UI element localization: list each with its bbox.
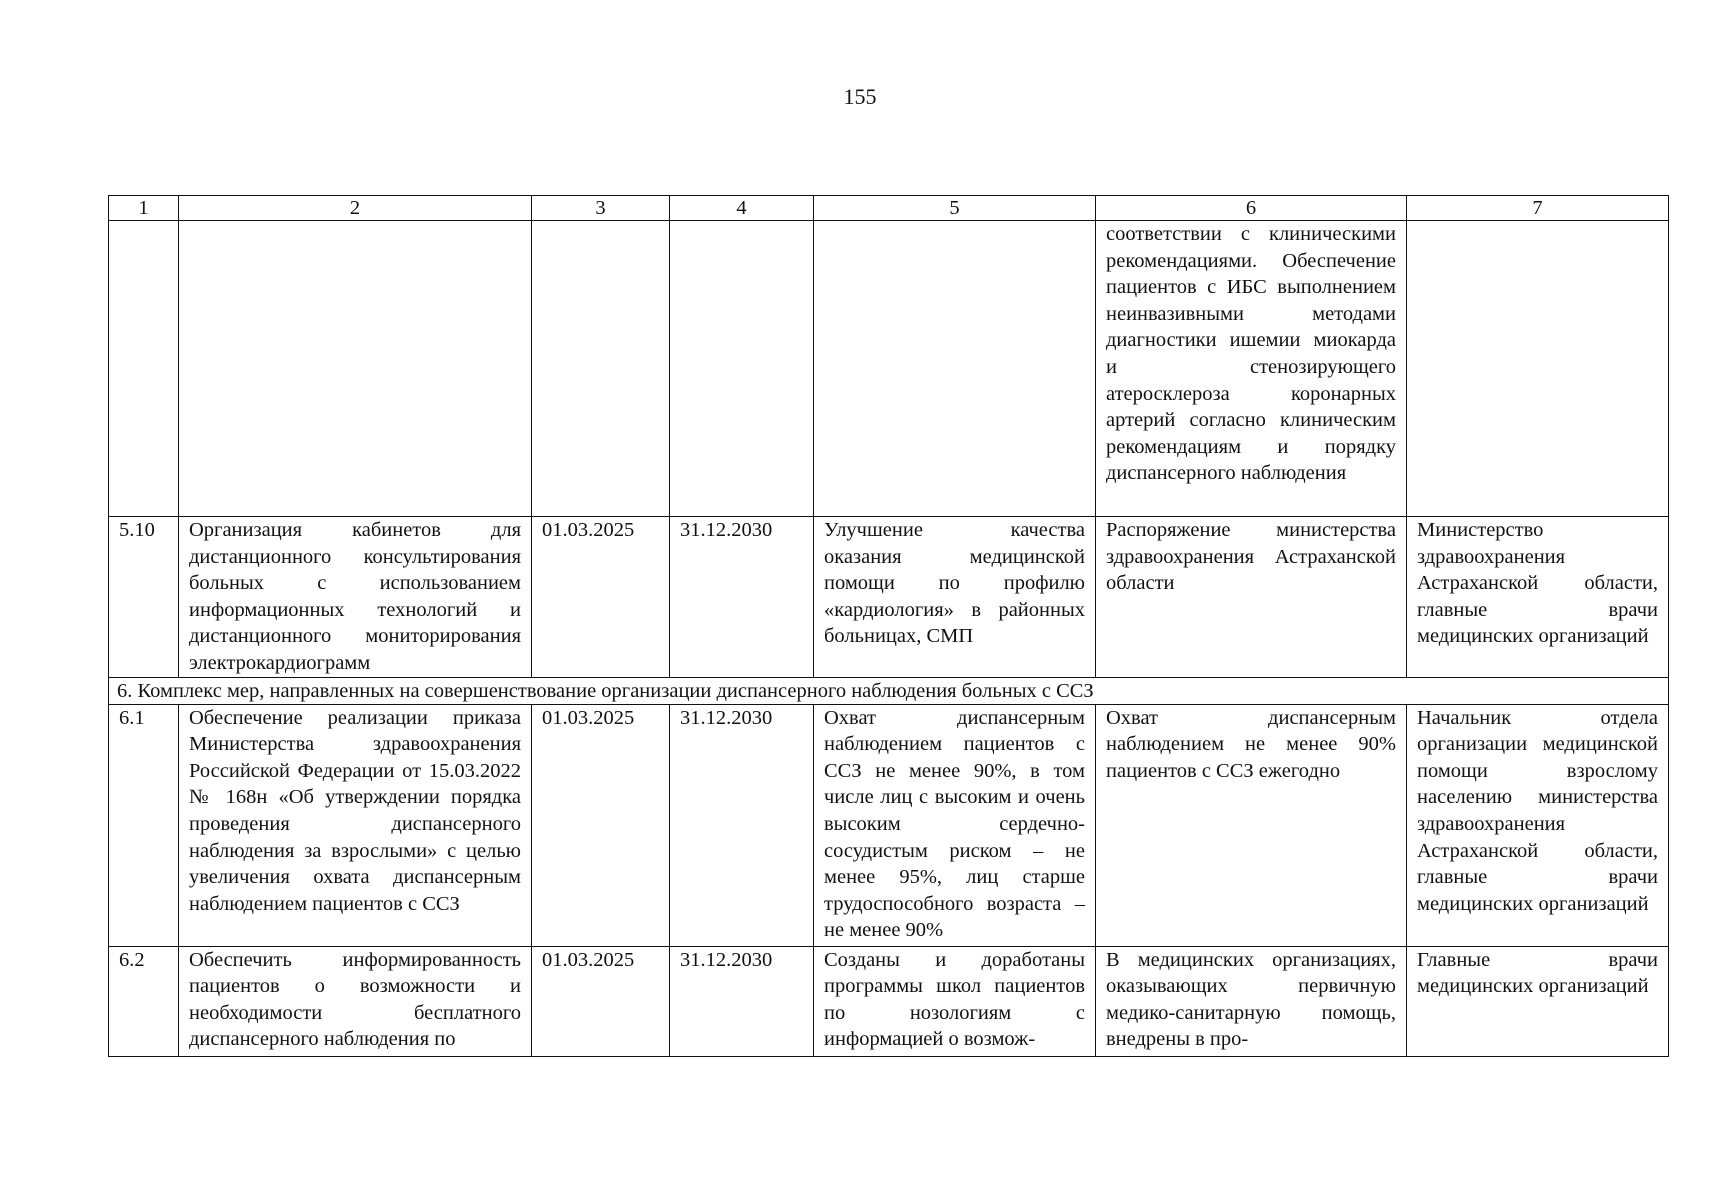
table-row (109, 946, 1669, 1056)
end-date: 31.12.2030 (670, 517, 814, 678)
column-header: 6 (1096, 196, 1407, 221)
column-header: 1 (109, 196, 179, 221)
table-row (109, 517, 1669, 678)
measure-cell: Обеспечение реализации приказа Министерства здравоохранения Российской Федерации от 15.03.2022 № 168н «Об утверждении порядка проведения диспансерного наблюдения за взрослыми» с целью увеличения охвата диспансерным наблюдением пациентов с ССЗ (179, 704, 532, 946)
section-heading: 6. Комплекс мер, направленных на совершенствование организации диспансерного наблюдения больных с ССЗ (109, 677, 1669, 704)
indicator-cell: Распоряжение министерства здравоохранения Астраханской области (1096, 517, 1407, 678)
table-row (109, 704, 1669, 946)
result-cell: Улучшение качества оказания медицинской помощи по профилю «кардиология» в районных больницах, СМП (814, 517, 1096, 678)
end-date: 31.12.2030 (670, 946, 814, 1056)
indicator-cell: Охват диспансерным наблюдением не менее 90% пациентов с ССЗ ежегодно (1096, 704, 1407, 946)
measure-cell: Организация кабинетов для дистанционного консультирования больных с использованием информационных технологий и дистанционного мониторирования электрокардиограмм (179, 517, 532, 678)
responsible-cell: Главные врачи медицинских организаций (1407, 946, 1669, 1056)
table-cell (109, 221, 179, 517)
item-number: 6.2 (109, 946, 179, 1056)
item-number: 6.1 (109, 704, 179, 946)
table-cell (1407, 221, 1669, 517)
responsible-cell: Министерство здравоохранения Астраханской области, главные врачи медицинских организаций (1407, 517, 1669, 678)
item-number: 5.10 (109, 517, 179, 678)
start-date: 01.03.2025 (532, 946, 670, 1056)
column-header: 5 (814, 196, 1096, 221)
page-number: 155 (843, 84, 877, 109)
end-date: 31.12.2030 (670, 704, 814, 946)
indicator-cell: соответствии с клиническими рекомендациями. Обеспечение пациентов с ИБС выполнением неинвазивными методами диагностики ишемии миокарда и стенозирующего атеросклероза коронарных артерий согласно клиническим рекомендациям и порядку диспансерного наблюдения (1096, 221, 1407, 517)
table-cell (532, 221, 670, 517)
column-header: 3 (532, 196, 670, 221)
column-header: 4 (670, 196, 814, 221)
column-header: 2 (179, 196, 532, 221)
start-date: 01.03.2025 (532, 704, 670, 946)
measure-cell: Обеспечить информированность пациентов о возможности и необходимости бесплатного диспансерного наблюдения по (179, 946, 532, 1056)
start-date: 01.03.2025 (532, 517, 670, 678)
column-header-row (109, 196, 1669, 221)
table-row-continuation (109, 221, 1669, 517)
table-cell (670, 221, 814, 517)
column-header: 7 (1407, 196, 1669, 221)
indicator-cell: В медицинских организациях, оказывающих первичную медико-санитарную помощь, внедрены в про- (1096, 946, 1407, 1056)
activity-plan-table (108, 195, 1669, 1057)
result-cell: Охват диспансерным наблюдением пациентов с ССЗ не менее 90%, в том числе лиц с высоким и очень высоким сердечно-сосудистым риском – не менее 95%, лиц старше трудоспособного возраста – не менее 90% (814, 704, 1096, 946)
table-cell (814, 221, 1096, 517)
responsible-cell: Начальник отдела организации медицинской помощи взрослому населению министерства здравоохранения Астраханской области, главные врачи медицинских организаций (1407, 704, 1669, 946)
result-cell: Созданы и доработаны программы школ пациентов по нозологиям с информацией о возмож- (814, 946, 1096, 1056)
table-cell (179, 221, 532, 517)
section-heading-row (109, 677, 1669, 704)
